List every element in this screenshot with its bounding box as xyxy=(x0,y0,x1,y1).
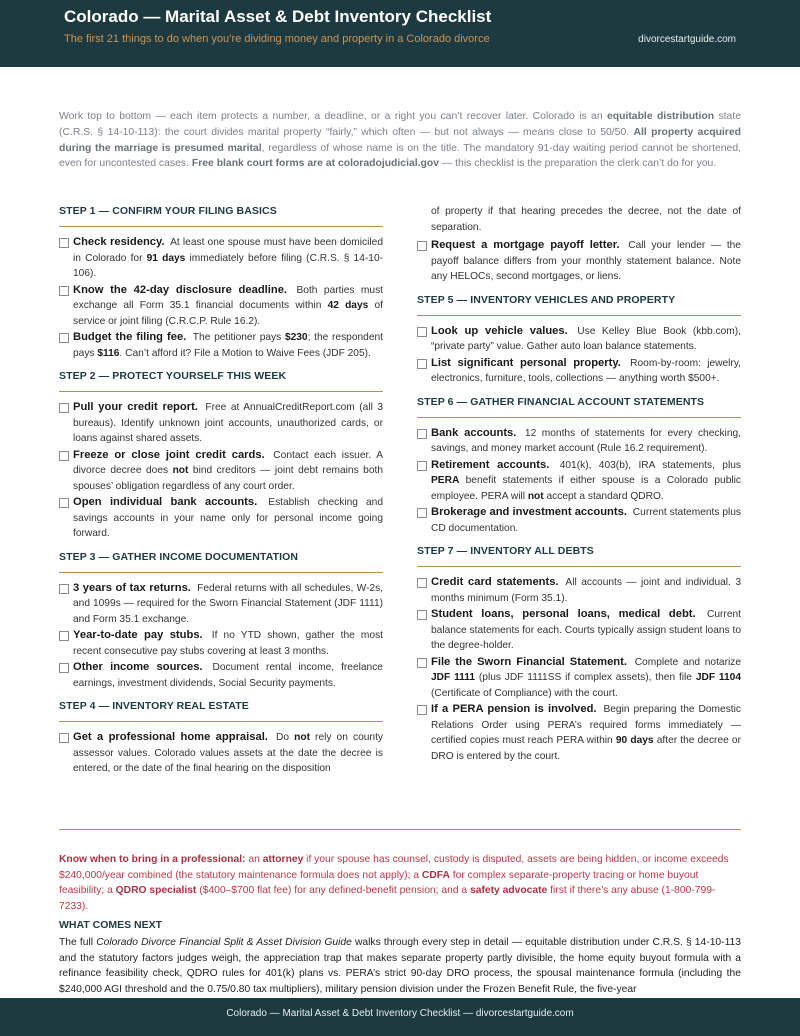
item-title: If a PERA pension is involved. xyxy=(431,703,597,715)
next-text: walks through every step in detail — equitable distribution under C.R.S. § 14-10-113 and the statutory factors judges weigh, the appreciation trap that makes separate property partly divisible, the home equity buyout formula with a refinance feasibility check, QDRO rules for 401(k) plans vs. PERA’s strict 90-day DRO process, the spousal maintenance formula (including the $240,000 AGI threshold and the 0.75/0.80 tax multipliers), military pension division under the Frozen Benefit Rule, the five-year xyxy=(59,937,741,995)
callout-emphasis: CDFA xyxy=(421,869,450,881)
item-title: Check residency. xyxy=(73,236,165,248)
item-title: Brokerage and investment accounts. xyxy=(431,506,627,518)
checkbox[interactable] xyxy=(417,610,427,620)
item-title: Request a mortgage payoff letter. xyxy=(431,239,620,251)
item-title: Know the 42-day disclosure deadline. xyxy=(73,283,288,296)
intro-emphasis: All property acquired during the marriage is presumed marital xyxy=(59,126,741,154)
step-3-heading: STEP 3 — GATHER INCOME DOCUMENTATION xyxy=(59,550,383,573)
item-text: immediately before filing (C.R.S. § 14-10-106). xyxy=(73,252,383,279)
item-text: rely on county assessor values. Colorado values assets at the date the decree is entered, or the date of the final hearing on the disposition xyxy=(73,732,383,774)
item-highlight: not xyxy=(172,465,189,476)
checkbox[interactable] xyxy=(59,403,69,413)
callout-text: if your spouse has counsel, custody is disputed, assets are being hidden, or income exceeds $240,000/year combined (the statutory maintenance formula does not apply); a xyxy=(59,854,729,881)
checklist-item xyxy=(417,426,741,457)
item-text: Call your lender — the payoff balance differs from your monthly statement balance. Note any HELOCs, second mortgages, or liens. xyxy=(431,240,741,282)
item-text: accept a standard QDRO. xyxy=(543,490,664,502)
item-text: Federal returns with all schedules, W-2s, and 1099s — required for the Sworn Financial Statement (JDF 1111) and Form 35.1 exchange. xyxy=(73,582,383,625)
checkbox[interactable] xyxy=(417,241,427,251)
callout-text: an xyxy=(245,854,263,865)
checklist-item xyxy=(417,356,741,387)
section-divider xyxy=(59,829,741,830)
item-title: Other income sources. xyxy=(73,661,203,673)
right-column xyxy=(417,204,741,765)
checkbox[interactable] xyxy=(417,429,427,439)
item-text: If no YTD shown, gather the most recent consecutive pay stubs covering at least 3 months. xyxy=(73,630,383,657)
item-text: Contact each issuer. A divorce decree does xyxy=(73,449,383,476)
item-text: Free at AnnualCreditReport.com (all 3 bureaus). Identify unknown joint accounts, unauthorized cards, or loans against shared assets. xyxy=(73,402,383,444)
checklist-item xyxy=(59,730,383,777)
guide-title: Colorado Divorce Financial Split & Asset Division Guide xyxy=(96,937,352,948)
what-comes-next-text xyxy=(59,935,741,997)
checklist-item xyxy=(59,660,383,691)
checklist-item xyxy=(59,495,383,542)
checklist-item xyxy=(417,575,741,606)
item-highlight: 91 days xyxy=(146,252,186,264)
item-text: of service or joint filing (C.R.C.P. Rule 16.2). xyxy=(73,300,383,327)
checklist-item xyxy=(59,283,383,330)
item-highlight: $116 xyxy=(97,347,120,359)
checkbox[interactable] xyxy=(417,327,427,337)
checklist-item xyxy=(417,607,741,654)
checkbox[interactable] xyxy=(59,238,69,248)
item-text: (plus JDF 1111SS if complex assets), then file xyxy=(475,672,696,683)
site-url: divorcestartguide.com xyxy=(638,34,736,45)
next-text: The full xyxy=(59,937,97,948)
checkbox[interactable] xyxy=(59,733,69,743)
item-text: Room-by-room: jewelry, electronics, furniture, tools, collections — anything worth $500+. xyxy=(431,357,741,384)
intro-text: Work top to bottom — each item protects a number, a deadline, or a right you can’t recover later. Colorado is an xyxy=(59,111,607,122)
item-highlight: PERA xyxy=(431,475,460,486)
item-title: Retirement accounts. xyxy=(431,458,550,471)
item-text: Document rental income, freelance earnings, investment dividends, Social Security payments. xyxy=(73,662,383,689)
item-title: Budget the filing fee. xyxy=(73,331,187,343)
item-highlight: $230 xyxy=(284,332,308,343)
checklist-item xyxy=(417,324,741,355)
item-title: Get a professional home appraisal. xyxy=(73,731,268,743)
item-title: Open individual bank accounts. xyxy=(73,496,258,508)
checkbox[interactable] xyxy=(417,461,427,471)
step-2-heading: STEP 2 — PROTECT YOURSELF THIS WEEK xyxy=(59,369,383,392)
item-text: All accounts — joint and individual. 3 months minimum (Form 35.1). xyxy=(431,577,741,604)
item-text: . Can’t afford it? File a Motion to Waive Fees (JDF 205). xyxy=(119,347,371,359)
checklist-item xyxy=(59,400,383,447)
item-title: Look up vehicle values. xyxy=(431,324,568,337)
page-footer xyxy=(0,998,800,1036)
checkbox[interactable] xyxy=(417,658,427,668)
step-7-heading: STEP 7 — INVENTORY ALL DEBTS xyxy=(417,544,741,567)
item-title: Freeze or close joint credit cards. xyxy=(73,448,265,461)
item-text: after the decree or DRO is entered by the court. xyxy=(431,735,741,762)
item-text: Use Kelley Blue Book (kbb.com), “private party” value. Gather auto loan balance statements. xyxy=(431,325,741,352)
checklist-item xyxy=(59,330,383,361)
item-highlight: JDF 1111 xyxy=(431,672,476,683)
item-text: Current statements plus CD documentation. xyxy=(431,507,742,534)
intro-emphasis: Free blank court forms are at coloradojudicial.gov xyxy=(191,158,439,170)
callout-emphasis: attorney xyxy=(262,854,304,865)
item-highlight: JDF 1104 xyxy=(695,672,741,683)
callout-emphasis: safety advocate xyxy=(470,885,548,897)
item-text: ; the respondent pays xyxy=(73,332,384,359)
item-title: List significant personal property. xyxy=(431,356,621,369)
professional-callout xyxy=(59,852,741,914)
intro-text: , regardless of whose name is on the title. The mandatory 91-day waiting period cannot be shortened, even for uncontested cases. xyxy=(59,142,741,170)
checkbox[interactable] xyxy=(417,359,427,369)
item-highlight: not xyxy=(527,490,544,502)
item-text: Establish checking and savings accounts in your name only for personal income going forward. xyxy=(73,497,383,539)
checkbox[interactable] xyxy=(417,578,427,588)
left-column xyxy=(59,204,383,778)
page-title: Colorado — Marital Asset & Debt Inventory Checklist xyxy=(64,7,492,26)
item-text: benefit statements if either spouse is a Colorado public employee. PERA will xyxy=(431,475,741,502)
page-header xyxy=(0,0,800,67)
item-highlight: 90 days xyxy=(615,735,654,746)
checkbox[interactable] xyxy=(59,663,69,673)
callout-text: for complex separate-property tracing or home buyout feasibility; a xyxy=(59,869,699,897)
intro-text: state (C.R.S. § 14-10-113): the court divides marital property “fairly,” which often — but not always — means close to 50/50. xyxy=(59,111,741,138)
step-5-heading: STEP 5 — INVENTORY VEHICLES AND PROPERTY xyxy=(417,293,741,316)
checklist-item xyxy=(417,655,741,702)
item-title: Student loans, personal loans, medical debt. xyxy=(431,608,696,620)
item-highlight: not xyxy=(294,732,310,743)
checkbox[interactable] xyxy=(417,705,427,715)
item-text: Current balance statements for each. Courts typically assign student loans to the degree-holder. xyxy=(431,609,741,651)
item-title: Bank accounts. xyxy=(431,426,517,439)
checklist-item xyxy=(59,235,383,282)
item-text: 12 months of statements for every checking, savings, and money market account (Rule 16.2 requirement). xyxy=(431,427,741,454)
item-continuation: of property if that hearing precedes the decree, not the date of separation. xyxy=(431,206,741,233)
item-text: Do xyxy=(270,732,295,743)
item-text: Begin preparing the Domestic Relations Order using PERA’s required forms immediately — certified copies must reach PERA within xyxy=(431,704,741,746)
checkbox[interactable] xyxy=(59,584,69,594)
item-text: At least one spouse must have been domiciled in Colorado for xyxy=(73,237,383,264)
checklist-item xyxy=(417,238,741,285)
callout-title: Know when to bring in a professional: xyxy=(59,854,246,865)
item-text: Complete and notarize xyxy=(629,656,741,668)
item-title: File the Sworn Financial Statement. xyxy=(431,655,627,668)
footer-text: Colorado — Marital Asset & Debt Inventory Checklist — divorcestartguide.com xyxy=(226,1008,574,1019)
item-highlight: 42 days xyxy=(327,300,369,311)
checklist-item xyxy=(59,628,383,659)
item-text: Both parties must exchange all Form 35.1 financial documents within xyxy=(73,284,384,311)
item-title: Year-to-date pay stubs. xyxy=(73,629,203,641)
step-1-heading: STEP 1 — CONFIRM YOUR FILING BASICS xyxy=(59,204,383,227)
checkbox[interactable] xyxy=(59,333,69,343)
item-text: 401(k), 403(b), IRA statements, plus xyxy=(552,459,741,471)
callout-text: first if there’s any abuse (1-800-799-7233). xyxy=(59,885,716,912)
checklist-item xyxy=(417,702,741,764)
what-comes-next-heading: WHAT COMES NEXT xyxy=(59,919,163,931)
item-title: 3 years of tax returns. xyxy=(73,581,191,594)
checklist-item xyxy=(417,458,741,505)
callout-text: ($400–$700 flat fee) for any defined-benefit pension; and a xyxy=(196,885,470,897)
checkbox[interactable] xyxy=(59,286,69,296)
item-text: bind creditors — joint debt remains both spouses’ obligation regardless of any court order. xyxy=(73,465,383,492)
callout-emphasis: QDRO specialist xyxy=(115,885,197,897)
step-4-heading: STEP 4 — INVENTORY REAL ESTATE xyxy=(59,699,383,722)
item-title: Pull your credit report. xyxy=(73,401,198,413)
intro-text: — this checklist is the preparation the clerk can’t do for you. xyxy=(439,158,717,170)
checkbox[interactable] xyxy=(59,498,69,508)
intro-emphasis: equitable distribution xyxy=(606,111,715,122)
item-text: (Certificate of Compliance) with the court. xyxy=(431,687,618,699)
checkbox[interactable] xyxy=(417,508,427,518)
checkbox[interactable] xyxy=(59,631,69,641)
intro-paragraph xyxy=(59,109,741,172)
item-title: Credit card statements. xyxy=(431,576,559,588)
item-text: The petitioner pays xyxy=(189,332,285,343)
step-6-heading: STEP 6 — GATHER FINANCIAL ACCOUNT STATEMENTS xyxy=(417,395,741,418)
checklist-item xyxy=(417,505,741,536)
checklist-item xyxy=(59,581,383,628)
checklist-item xyxy=(59,448,383,495)
page-subtitle: The first 21 things to do when you’re dividing money and property in a Colorado divorce xyxy=(64,33,490,45)
checkbox[interactable] xyxy=(59,451,69,461)
